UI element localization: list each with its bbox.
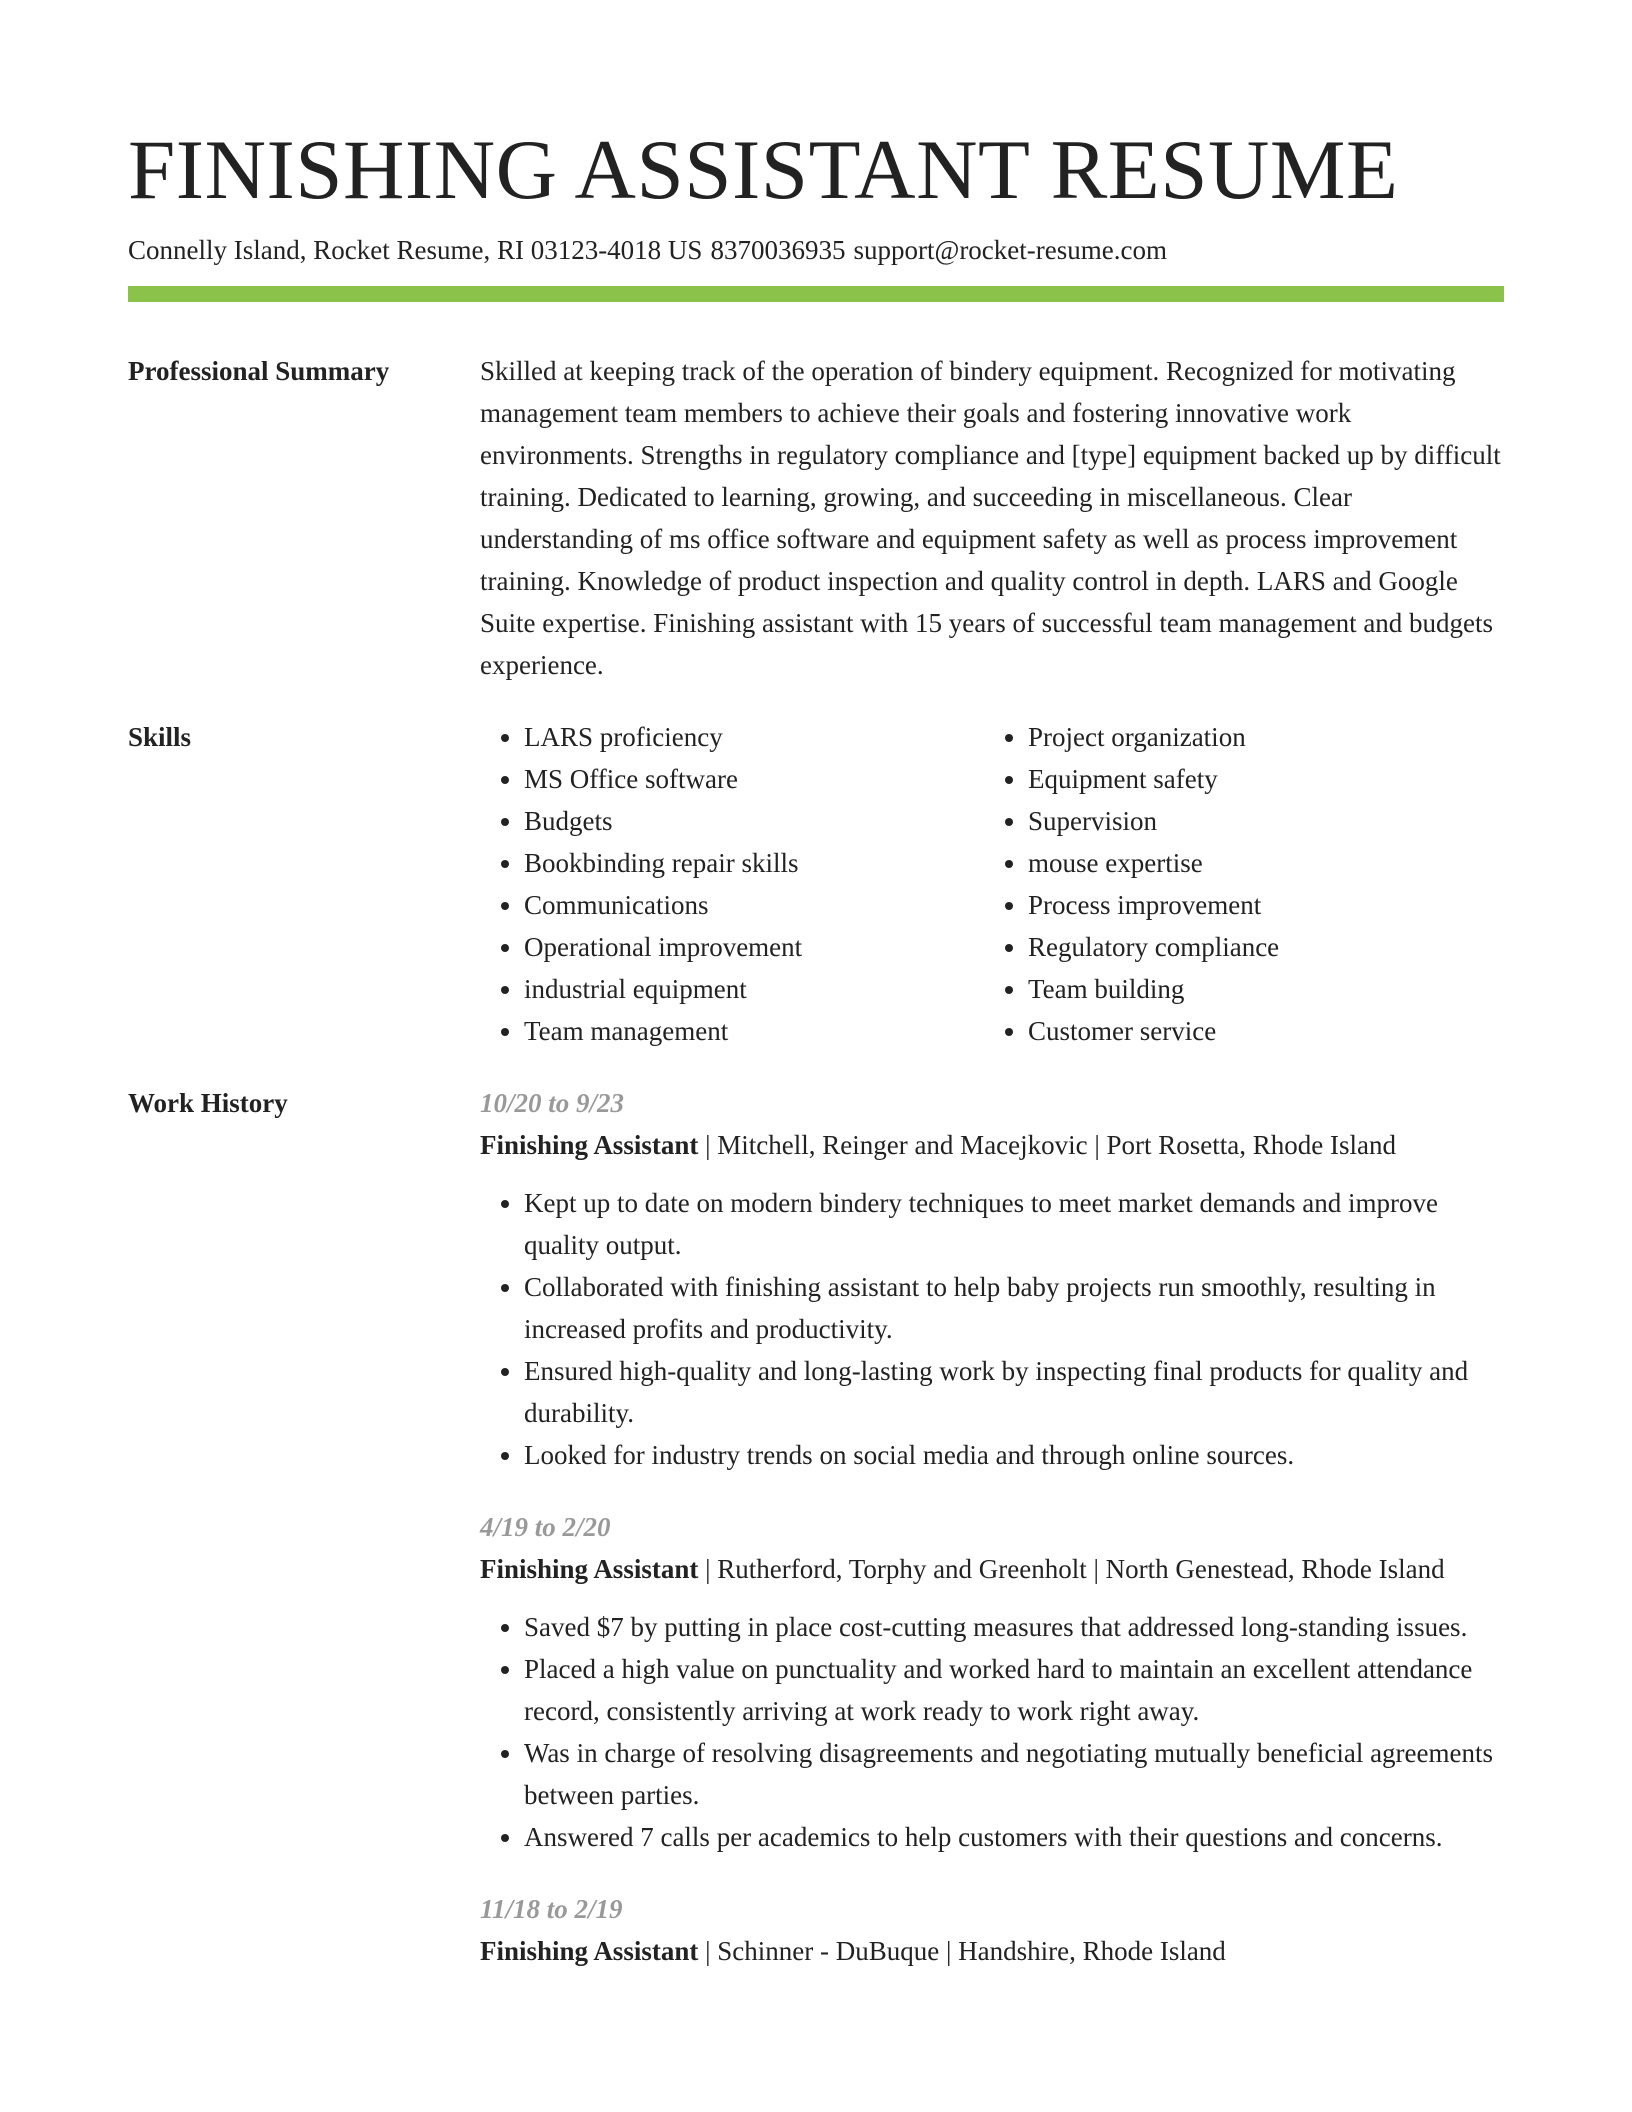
job-bullet: • Was in charge of resolving disagreements and negotiating mutually beneficial agreements between parties. [524, 1732, 1504, 1816]
skill-item: • Regulatory compliance [1028, 926, 1488, 968]
skill-item: • mouse expertise [1028, 842, 1488, 884]
section-work-history [128, 1082, 1504, 2002]
job-entry [480, 1888, 1504, 1972]
section-label-skills: Skills [128, 722, 192, 752]
skill-item: • Team building [1028, 968, 1488, 1010]
summary-text: Skilled at keeping track of the operation of bindery equipment. Recognized for motivating management team members to achieve their goals and fostering innovative work environments. Strengths in regulatory compliance and [type] equipment backed up by difficult training. Dedicated to learning, growing, and succeeding in miscellaneous. Clear understanding of ms office software and equipment safety as well as process improvement training. Knowledge of product inspection and quality control in depth. LARS and Google Suite expertise. Finishing assistant with 15 years of successful team management and budgets experience. [480, 356, 1501, 680]
job-bullet: • Answered 7 calls per academics to help customers with their questions and concerns. [524, 1816, 1504, 1858]
skill-item: • Project organization [1028, 716, 1488, 758]
job-dates: 4/19 to 2/20 [480, 1512, 611, 1542]
skill-item: • Budgets [524, 800, 984, 842]
job-title-line [480, 1548, 1504, 1590]
skill-item: • MS Office software [524, 758, 984, 800]
skill-item: • Bookbinding repair skills [524, 842, 984, 884]
section-label-work: Work History [128, 1088, 288, 1118]
job-bullets [480, 1182, 1504, 1476]
skill-item: • LARS proficiency [524, 716, 984, 758]
job-bullets [480, 1606, 1504, 1858]
job-bullet: • Ensured high-quality and long-lasting work by inspecting final products for quality and durability. [524, 1350, 1504, 1434]
contact-line [128, 232, 1504, 268]
job-details: | Schinner - DuBuque | Handshire, Rhode Island [698, 1936, 1226, 1966]
job-entry [480, 1082, 1504, 1476]
job-details: | Mitchell, Reinger and Macejkovic | Port Rosetta, Rhode Island [698, 1130, 1397, 1160]
skill-item: • Customer service [1028, 1010, 1488, 1052]
job-bullet: • Saved $7 by putting in place cost-cutting measures that addressed long-standing issues. [524, 1606, 1504, 1648]
job-title-line [480, 1124, 1504, 1166]
job-bullet: • Kept up to date on modern bindery techniques to meet market demands and improve quality output. [524, 1182, 1504, 1266]
skills-list-right [984, 716, 1488, 1052]
skill-item: • Equipment safety [1028, 758, 1488, 800]
job-bullet: • Collaborated with finishing assistant to help baby projects run smoothly, resulting in increased profits and productivity. [524, 1266, 1504, 1350]
skills-list-left [480, 716, 984, 1052]
skill-item: • Supervision [1028, 800, 1488, 842]
skill-item: • industrial equipment [524, 968, 984, 1010]
job-entry [480, 1506, 1504, 1858]
skill-item: • Team management [524, 1010, 984, 1052]
contact-phone: 8370036935 [710, 235, 846, 265]
accent-divider [128, 286, 1504, 302]
job-title: Finishing Assistant [480, 1936, 699, 1966]
summary-body [480, 350, 1504, 686]
job-details: | Rutherford, Torphy and Greenholt | North Genestead, Rhode Island [698, 1554, 1445, 1584]
section-summary [128, 350, 1504, 686]
job-bullet: • Placed a high value on punctuality and worked hard to maintain an excellent attendance record, consistently arriving at work ready to work right away. [524, 1648, 1504, 1732]
section-skills [128, 716, 1504, 1052]
work-body [480, 1082, 1504, 2002]
contact-email: support@rocket-resume.com [853, 235, 1167, 265]
job-dates: 11/18 to 2/19 [480, 1894, 623, 1924]
resume-title: FINISHING ASSISTANT RESUME [128, 123, 1399, 217]
skills-body [480, 716, 1504, 1052]
skill-item: • Operational improvement [524, 926, 984, 968]
skill-item: • Communications [524, 884, 984, 926]
job-dates: 10/20 to 9/23 [480, 1088, 625, 1118]
skill-item: • Process improvement [1028, 884, 1488, 926]
section-label-summary: Professional Summary [128, 356, 390, 386]
job-title: Finishing Assistant [480, 1130, 699, 1160]
job-bullet: • Looked for industry trends on social media and through online sources. [524, 1434, 1504, 1476]
contact-address: Connelly Island, Rocket Resume, RI 03123-4018 US [128, 235, 703, 265]
job-title-line [480, 1930, 1504, 1972]
job-title: Finishing Assistant [480, 1554, 699, 1584]
